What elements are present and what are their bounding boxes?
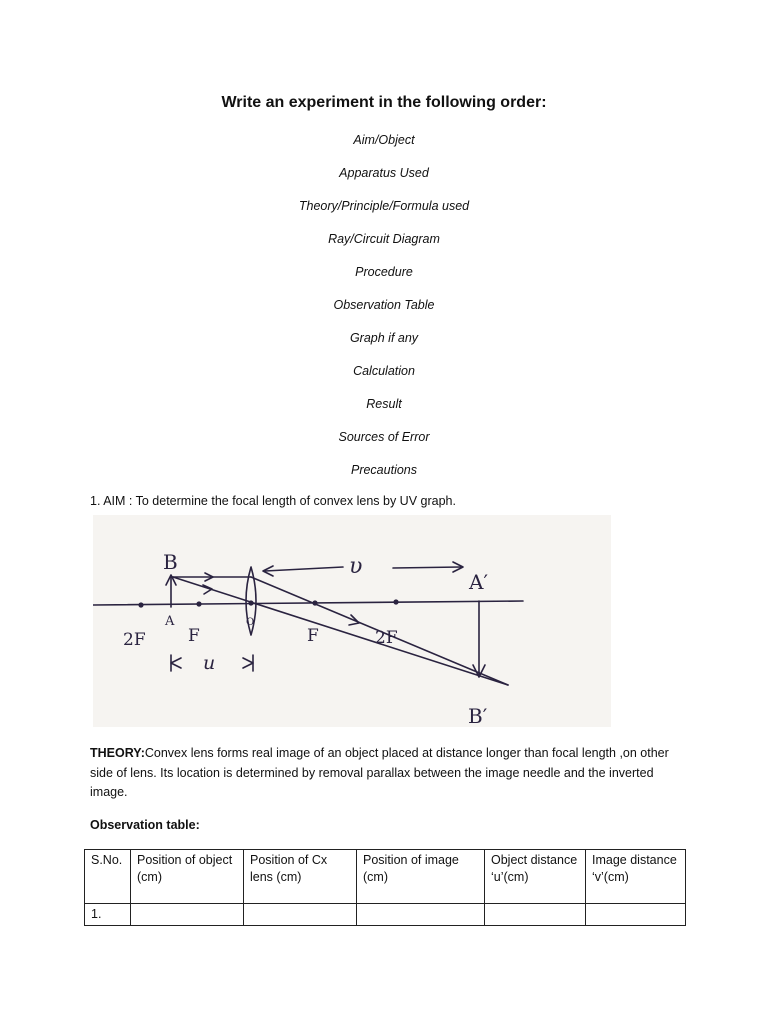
order-item-procedure: Procedure bbox=[355, 265, 413, 279]
order-item-sources-of-error: Sources of Error bbox=[338, 430, 430, 444]
table-cell bbox=[586, 904, 686, 926]
table-header-row bbox=[85, 850, 686, 904]
page-heading: Write an experiment in the following order: bbox=[221, 94, 547, 111]
label-f-left: F bbox=[188, 626, 200, 646]
order-item-precautions: Precautions bbox=[350, 463, 417, 477]
order-item-aim: Aim/Object bbox=[353, 133, 415, 147]
focus-dot-2f-right bbox=[393, 599, 398, 604]
observation-table-title: Observation table: bbox=[90, 818, 200, 832]
table-cell bbox=[131, 904, 244, 926]
table-row bbox=[85, 904, 686, 926]
order-item-apparatus: Apparatus Used bbox=[339, 166, 429, 180]
table-cell bbox=[485, 904, 586, 926]
table-cell bbox=[357, 904, 485, 926]
label-a-prime: A′ bbox=[469, 570, 488, 594]
focus-dot-f-right bbox=[312, 600, 317, 605]
theory-label: THEORY: bbox=[90, 746, 145, 760]
header-lens-position: Position of Cx lens (cm) bbox=[244, 850, 357, 904]
label-v: υ bbox=[349, 554, 363, 579]
order-item-result: Result bbox=[366, 397, 402, 411]
header-object-position: Position of object (cm) bbox=[131, 850, 244, 904]
label-o: O bbox=[246, 617, 255, 628]
label-2f-right: 2F bbox=[375, 628, 398, 648]
header-object-distance: Object distance ‘u’(cm) bbox=[485, 850, 586, 904]
table-cell bbox=[244, 904, 357, 926]
experiment-order-list bbox=[0, 131, 768, 494]
header-image-position: Position of image (cm) bbox=[357, 850, 485, 904]
focus-dot-2f-left bbox=[138, 602, 143, 607]
label-u: u bbox=[203, 652, 216, 674]
order-item-theory: Theory/Principle/Formula used bbox=[298, 199, 470, 213]
v-distance-line-right bbox=[393, 567, 461, 568]
order-item-graph: Graph if any bbox=[349, 331, 419, 345]
label-b: B bbox=[163, 550, 178, 574]
order-item-diagram: Ray/Circuit Diagram bbox=[328, 232, 440, 246]
theory-paragraph bbox=[90, 744, 690, 803]
focus-dot-f-left bbox=[196, 601, 201, 606]
table-cell: 1. bbox=[85, 904, 131, 926]
ray-diagram bbox=[93, 515, 611, 727]
order-item-observation-table: Observation Table bbox=[333, 298, 435, 312]
label-b-prime: B′ bbox=[468, 704, 488, 727]
header-sno: S.No. bbox=[85, 850, 131, 904]
label-2f-left: 2F bbox=[123, 630, 146, 650]
header-image-distance: Image distance ‘v’(cm) bbox=[586, 850, 686, 904]
theory-text: Convex lens forms real image of an object placed at distance longer than focal length ,on other side of lens. Its location is determined by removal parallax between the image needle and the inverted image. bbox=[90, 746, 669, 799]
optical-centre-dot bbox=[248, 600, 253, 605]
label-a: A bbox=[165, 614, 175, 629]
observation-table bbox=[84, 849, 686, 926]
order-item-calculation: Calculation bbox=[353, 364, 415, 378]
aim-statement: 1. AIM : To determine the focal length of convex lens by UV graph. bbox=[90, 494, 456, 508]
label-f-right: F bbox=[307, 626, 319, 646]
